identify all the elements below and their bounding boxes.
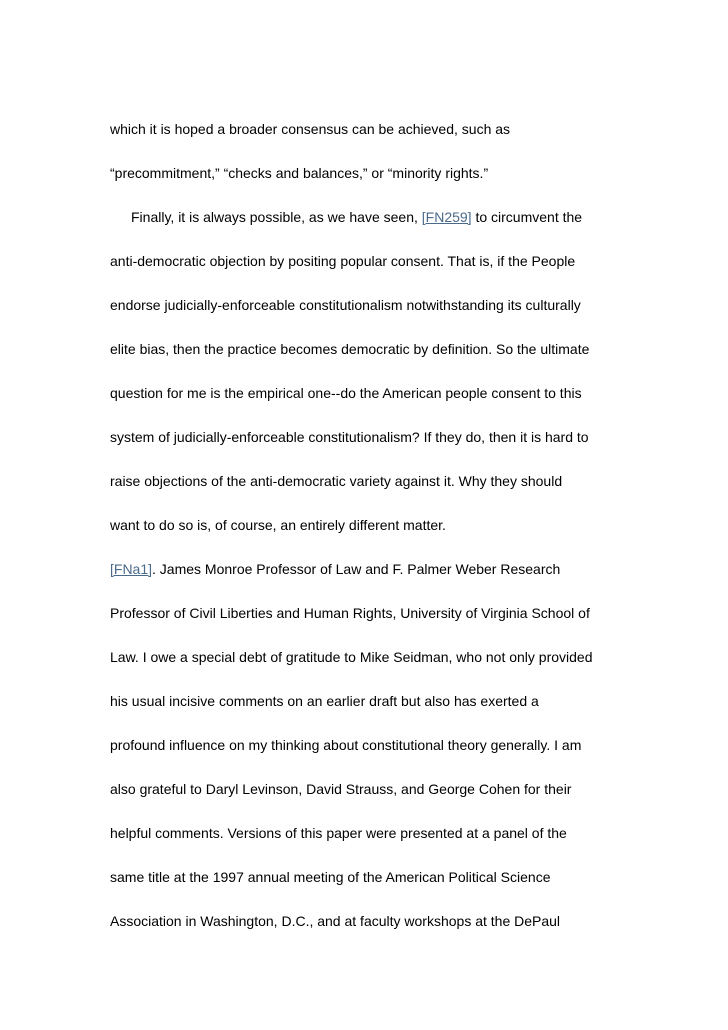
text-line: which it is hoped a broader consensus can be achieved, such as	[110, 121, 511, 137]
text-segment: to circumvent the	[471, 209, 583, 225]
footnote-link-fn259[interactable]: [FN259]	[421, 209, 472, 225]
text-line: elite bias, then the practice becomes democratic by definition. So the ultimate	[110, 341, 590, 357]
text-line: system of judicially-enforceable constitutionalism? If they do, then it is hard to	[110, 429, 589, 445]
text-line: anti-democratic objection by positing popular consent. That is, if the People	[110, 253, 576, 269]
text-line: also grateful to Daryl Levinson, David Strauss, and George Cohen for their	[110, 781, 572, 797]
text-line: Law. I owe a special debt of gratitude to Mike Seidman, who not only provided	[110, 649, 593, 665]
paragraph-first-line	[131, 209, 582, 225]
text-segment: Finally, it is always possible, as we have seen,	[131, 209, 422, 225]
text-line: endorse judicially-enforceable constitutionalism notwithstanding its culturally	[110, 297, 581, 313]
footnote-first-line	[110, 561, 560, 577]
text-line: same title at the 1997 annual meeting of the American Political Science	[110, 869, 551, 885]
text-line: Association in Washington, D.C., and at faculty workshops at the DePaul	[110, 913, 561, 929]
text-line: question for me is the empirical one--do the American people consent to this	[110, 385, 582, 401]
text-line: helpful comments. Versions of this paper were presented at a panel of the	[110, 825, 567, 841]
text-segment: . James Monroe Professor of Law and F. Palmer Weber Research	[152, 561, 561, 577]
text-line: Professor of Civil Liberties and Human Rights, University of Virginia School of	[110, 605, 590, 621]
text-line: want to do so is, of course, an entirely different matter.	[110, 517, 446, 533]
text-line: raise objections of the anti-democratic variety against it. Why they should	[110, 473, 563, 489]
footnote-link-fna1[interactable]: [FNa1]	[110, 561, 153, 577]
text-line: “precommitment,” “checks and balances,” or “minority rights.”	[110, 165, 489, 181]
text-line: profound influence on my thinking about constitutional theory generally. I am	[110, 737, 582, 753]
text-line: his usual incisive comments on an earlier draft but also has exerted a	[110, 693, 539, 709]
